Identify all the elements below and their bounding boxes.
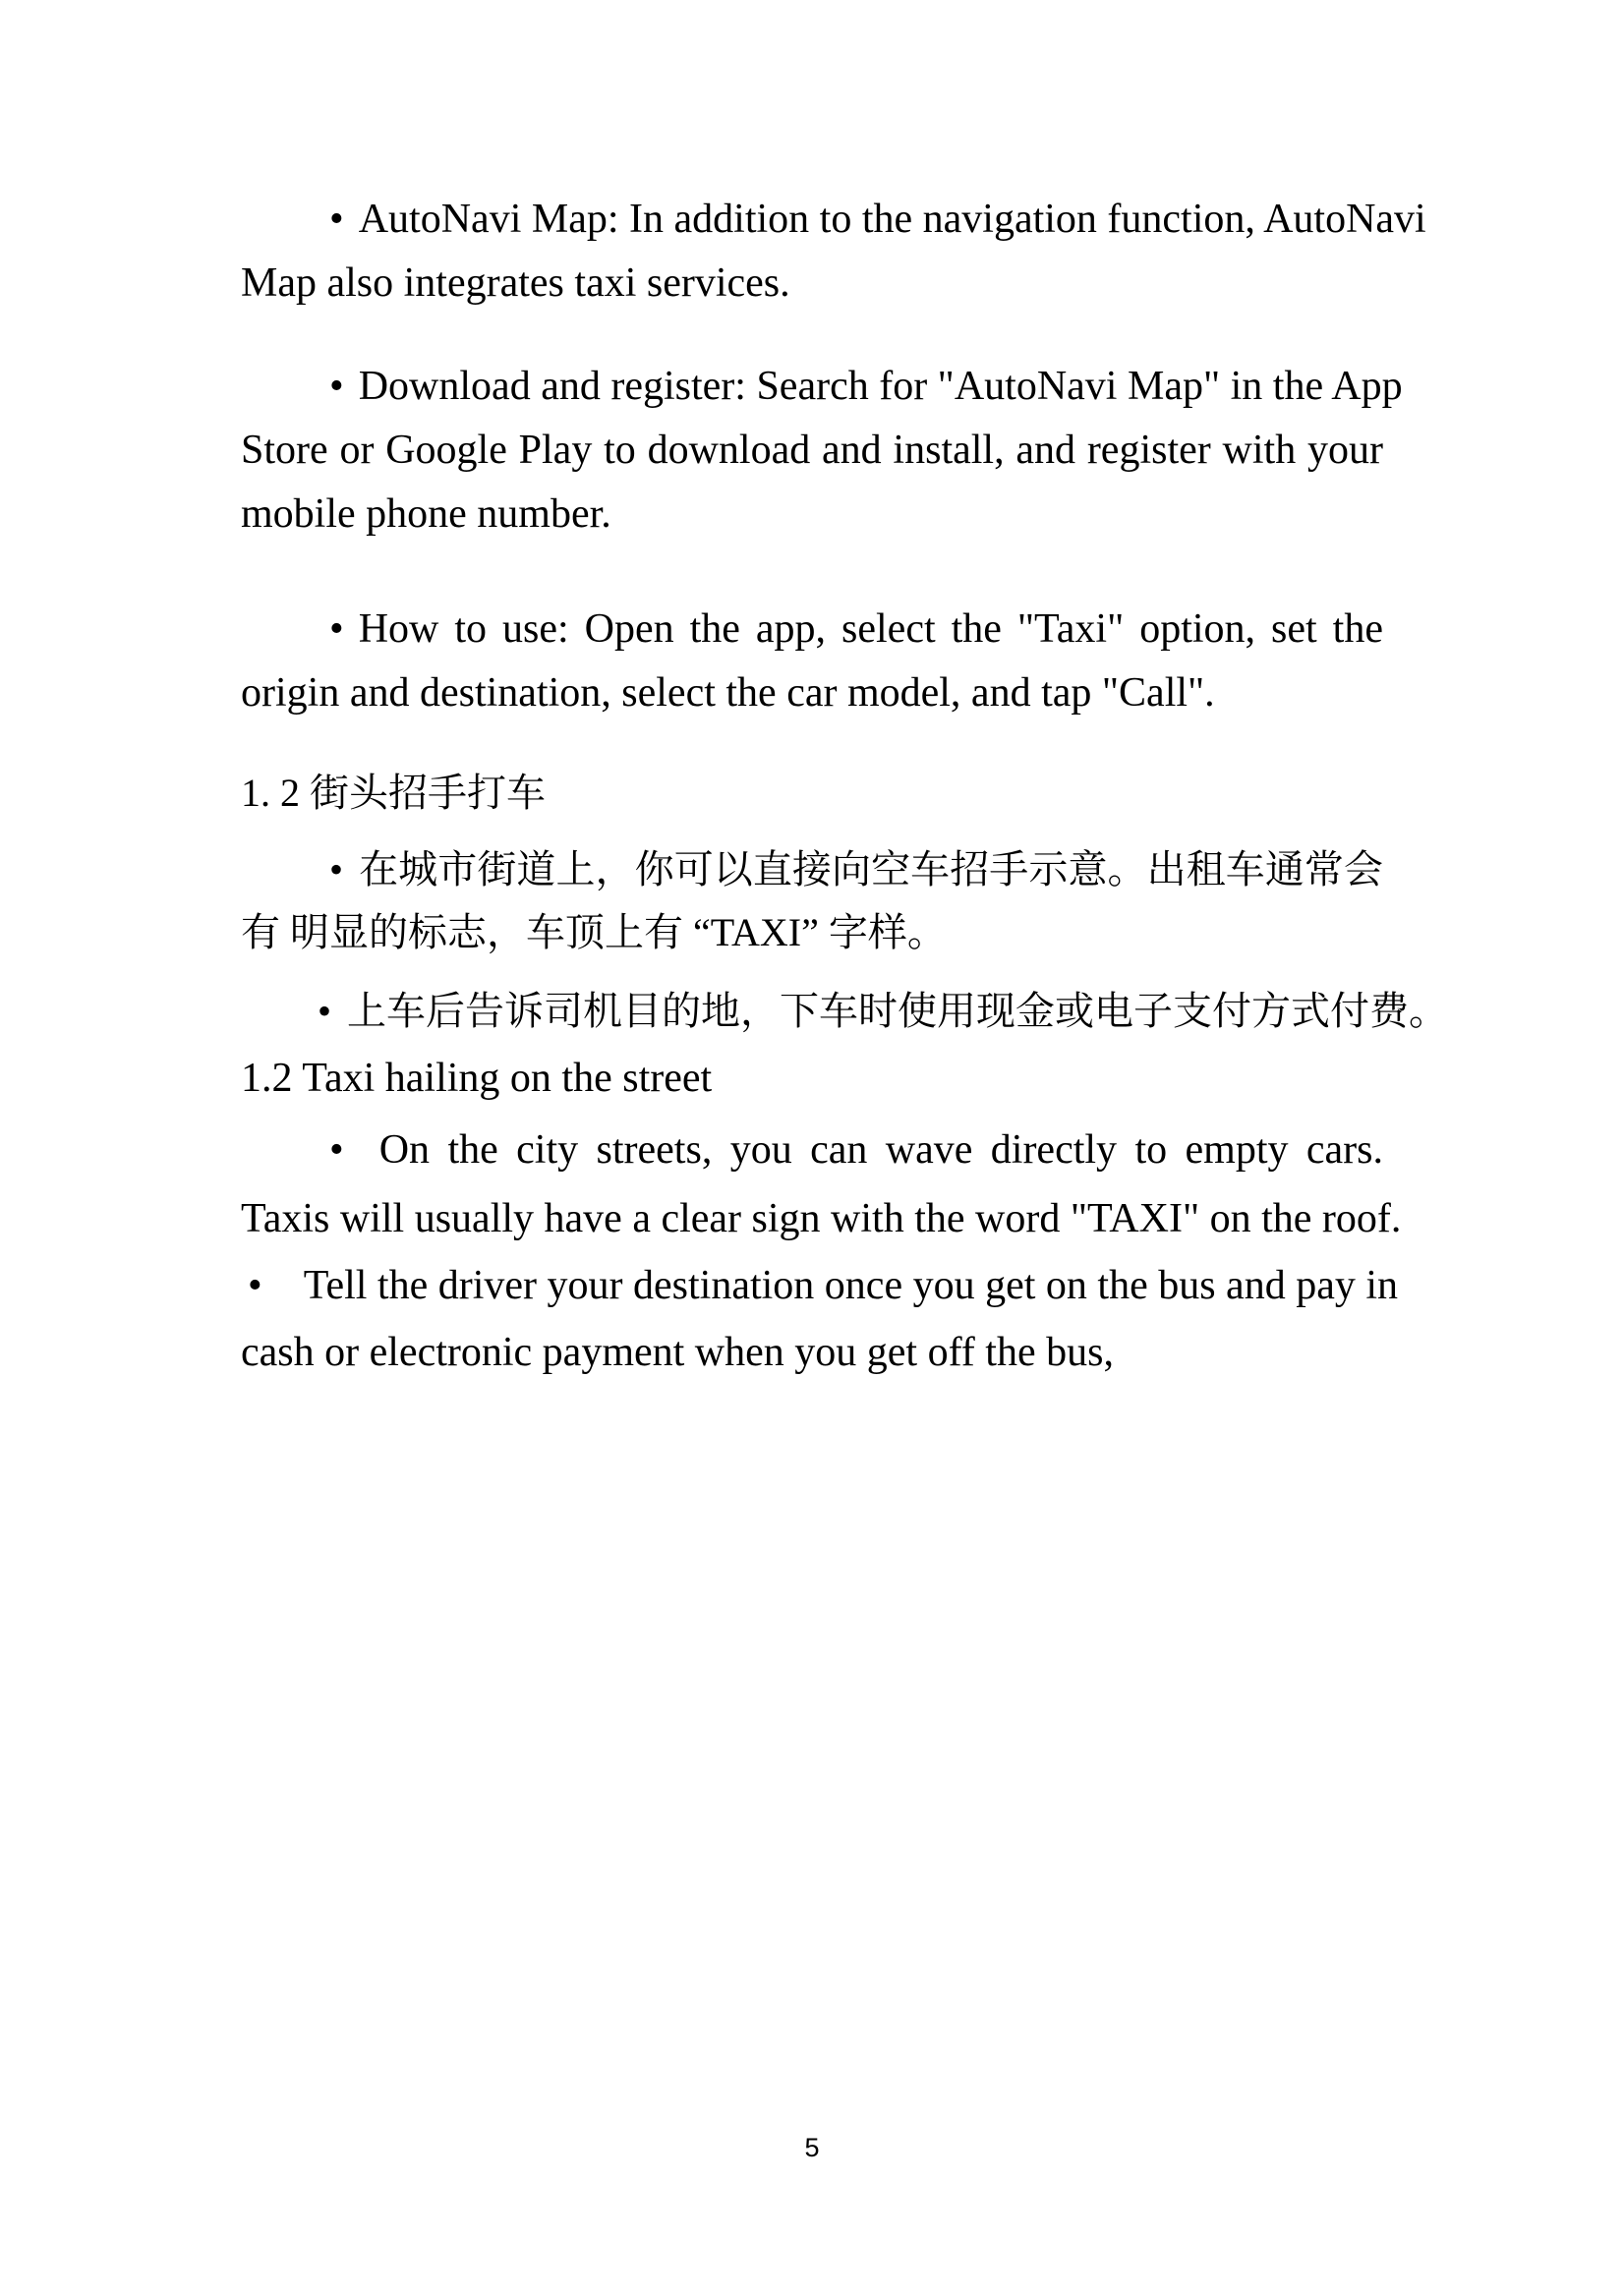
paragraph-autonavi-line-2: [241, 259, 1383, 307]
heading-en-taxi-hailing: [241, 1055, 1383, 1102]
bullet-icon: •: [329, 197, 344, 242]
heading-cn-taxi-hailing: [241, 771, 1383, 816]
heading-text: 1.2 Taxi hailing on the street: [241, 1056, 713, 1101]
paragraph-en-street-line-1: [241, 1126, 1383, 1174]
bullet-icon: •: [329, 606, 344, 652]
paragraph-cn-payment-line-1: [241, 989, 1449, 1034]
paragraph-en-payment-line-2: [241, 1329, 1383, 1376]
paragraph-howtouse-line-2: [241, 669, 1383, 717]
line-text: mobile phone number.: [241, 491, 611, 537]
heading-text: 1. 2 街头招手打车: [241, 771, 546, 815]
paragraph-en-street-line-2: [241, 1195, 1402, 1242]
paragraph-en-payment-line-1: [241, 1262, 1399, 1309]
page-number-text: 5: [804, 2133, 820, 2162]
line-text: Map also integrates taxi services.: [241, 260, 790, 306]
line-text: AutoNavi Map: In addition to the navigation function, AutoNavi: [358, 197, 1426, 242]
page-number: [0, 2133, 1624, 2163]
paragraph-download-line-1: [241, 363, 1403, 410]
bullet-icon: •: [329, 364, 344, 409]
paragraph-download-line-3: [241, 490, 1383, 538]
paragraph-cn-street-line-1: [241, 847, 1383, 892]
line-text: 上车后告诉司机目的地，下车时使用现金或电子支付方式付费。: [347, 989, 1449, 1033]
paragraph-howtouse-line-1: [241, 605, 1383, 653]
line-text: Taxis will usually have a clear sign with the word "TAXI" on the roof.: [241, 1196, 1402, 1241]
bullet-icon: •: [329, 847, 344, 891]
line-text: How to use: Open the app, select the "Taxi" option, set the: [358, 606, 1383, 652]
line-text: 在城市街道上，你可以直接向空车招手示意。出租车通常会: [359, 847, 1383, 891]
bullet-icon: •: [318, 989, 332, 1033]
paragraph-autonavi-line-1: [241, 196, 1426, 243]
line-text: origin and destination, select the car model, and tap "Call".: [241, 670, 1215, 716]
line-text: Download and register: Search for "AutoNavi Map" in the App: [358, 364, 1403, 409]
bullet-icon: •: [248, 1263, 262, 1308]
line-text: Store or Google Play to download and install, and register with your: [241, 428, 1383, 473]
line-text: Tell the driver your destination once you get on the bus and pay in: [303, 1263, 1399, 1308]
bullet-icon: •: [329, 1127, 344, 1173]
paragraph-download-line-2: [241, 427, 1383, 474]
paragraph-cn-street-line-2: [241, 910, 1383, 955]
line-text: cash or electronic payment when you get off the bus,: [241, 1330, 1114, 1375]
line-text: On the city streets, you can wave directly to empty cars.: [378, 1127, 1383, 1173]
line-text: 有 明显的标志，车顶上有 “TAXI” 字样。: [241, 910, 947, 954]
